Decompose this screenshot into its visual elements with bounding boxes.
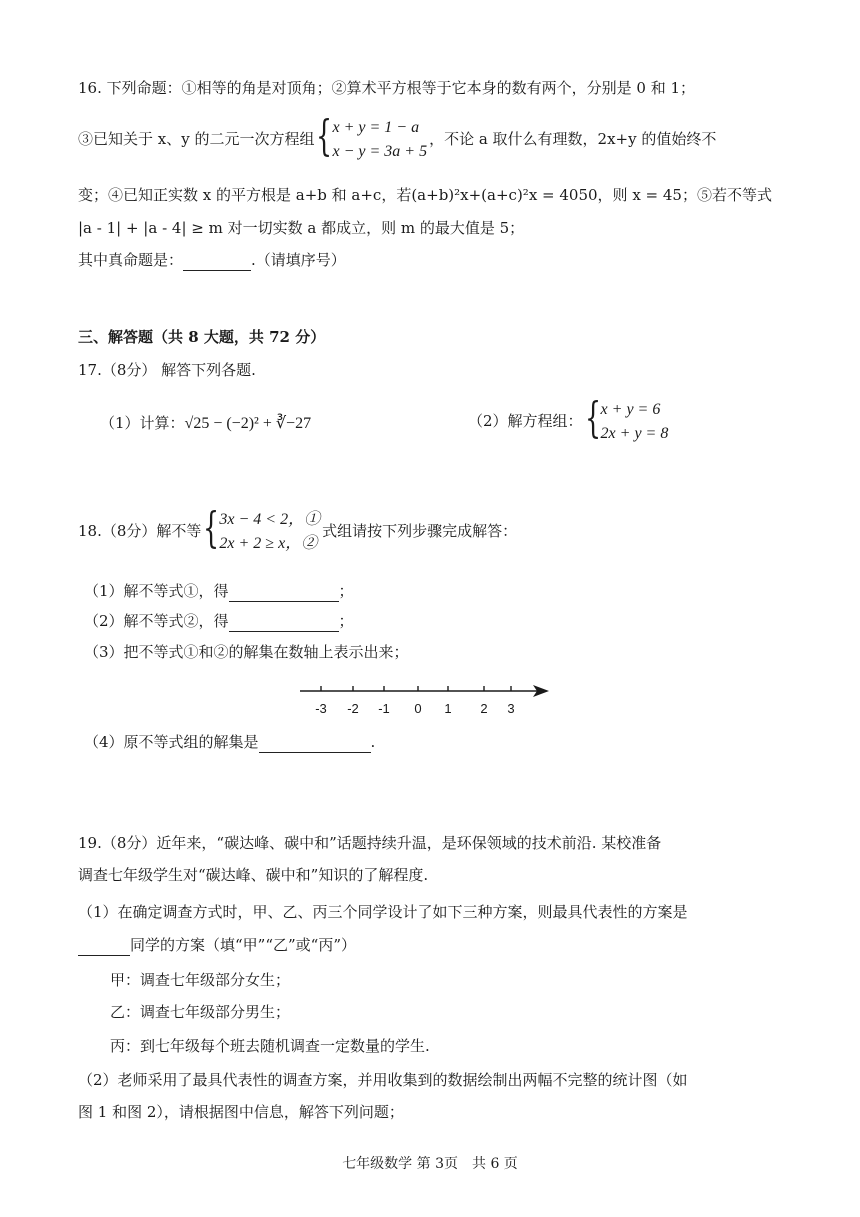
q18-ineq1: 3x − 4 < 2，① [219,511,321,528]
number-line-tick-label: 2 [480,701,488,716]
q18-ineq2: 2x + 2 ≥ x，② [219,535,318,552]
q18-step1 [84,580,354,602]
q17-eq2: 2x + y = 8 [600,425,669,442]
q18-suffix: 式组请按下列步骤完成解答： [322,522,518,540]
q19-option-bing: 丙：到七年级每个班去随机调查一定数量的学生. [110,1037,430,1055]
q16-answer-hint: .（请填序号） [251,251,346,269]
q16-line1: 16. 下列命题：①相等的角是对顶角；②算术平方根等于它本身的数有两个，分别是 0 和 1； [78,79,696,97]
q18-step2-end: ； [338,612,354,630]
number-line-tick-label: 1 [444,701,452,716]
q16-answer-blank[interactable] [183,252,251,271]
q18-step1-blank[interactable] [229,583,339,602]
number-line [0,672,860,732]
q18-prefix: 18.（8分）解不等 [78,522,202,540]
q16-answer-label: 其中真命题是： [78,251,184,269]
q19-line1: 19.（8分）近年来，“碳达峰、碳中和”话题持续升温，是环保领域的技术前沿. 某校准备 [78,834,662,852]
q17-part1-expression: √25 − (−2)² + ∛−27 [184,415,312,432]
q18-step2-label: （2）解不等式②，得 [84,612,229,630]
q16-line2 [78,111,717,164]
q18-step2 [84,610,354,632]
q19-line4-text: 同学的方案（填“甲”“乙”或“丙”） [130,936,357,954]
page-footer: 七年级数学 第 3页 共 6 页 [342,1156,518,1172]
q19-answer-blank[interactable] [78,937,130,956]
q16-equation-system: { x + y = 1 − a x − y = 3a + 5 [316,116,427,164]
q16-line5 [78,249,346,271]
q17-equation-system: { x + y = 6 2x + y = 8 [585,398,669,446]
q19-option-jia: 甲：调查七年级部分女生； [110,971,291,989]
q18-step4-blank[interactable] [259,734,371,753]
q17-part1 [100,412,311,435]
q17-title: 17.（8分） 解答下列各题. [78,361,256,379]
number-line-tick-label: 3 [507,701,515,716]
q16-eq2: x − y = 3a + 5 [332,143,428,160]
q17-part2 [468,393,670,446]
q18-step2-blank[interactable] [229,613,339,632]
q17-eq1: x + y = 6 [600,401,661,418]
q17-part2-label: （2）解方程组： [468,412,583,430]
q19-line4 [78,934,356,956]
q19-option-yi: 乙：调查七年级部分男生； [110,1003,291,1021]
q18-step4 [84,731,375,753]
q18-step1-end: ； [338,582,354,600]
q18-step4-label: （4）原不等式组的解集是 [84,733,259,751]
q16-line3: 变；④已知正实数 x 的平方根是 a+b 和 a+c，若(a+b)²x+(a+c)²x = 4050，则 x = 45；⑤若不等式 [78,186,772,204]
q19-line3: （1）在确定调查方式时，甲、乙、丙三个同学设计了如下三种方案，则最具代表性的方案是 [78,903,688,921]
q18-step1-label: （1）解不等式①，得 [84,582,229,600]
number-line-tick-label: -1 [378,701,390,716]
q18-inequality-system: { 3x − 4 < 2，① 2x + 2 ≥ x，② [203,508,320,556]
q18-title [78,503,518,556]
q18-step4-end: . [370,733,376,751]
number-line-tick-label: 0 [414,701,422,716]
q19-line5: （2）老师采用了最具代表性的调查方案，并用收集到的数据绘制出两幅不完整的统计图（如 [78,1071,688,1089]
number-line-tick-label: -3 [315,701,327,716]
q16-line2-end: ，不论 a 取什么有理数，2x+y 的值始终不 [429,130,717,148]
q17-part1-label: （1）计算： [100,414,185,432]
q16-line2-start: ③已知关于 x、y 的二元一次方程组 [78,130,315,148]
q16-eq1: x + y = 1 − a [332,119,420,136]
q18-step3: （3）把不等式①和②的解集在数轴上表示出来； [84,643,409,661]
q19-line6: 图 1 和图 2），请根据图中信息，解答下列问题； [78,1103,404,1121]
number-line-tick-label: -2 [347,701,359,716]
section-3-title: 三、解答题（共 8 大题，共 72 分） [78,328,326,346]
q19-line2: 调查七年级学生对“碳达峰、碳中和”知识的了解程度. [78,866,429,884]
q16-line4: |a - 1| + |a - 4| ≥ m 对一切实数 a 都成立，则 m 的最大值是 5； [78,219,525,237]
